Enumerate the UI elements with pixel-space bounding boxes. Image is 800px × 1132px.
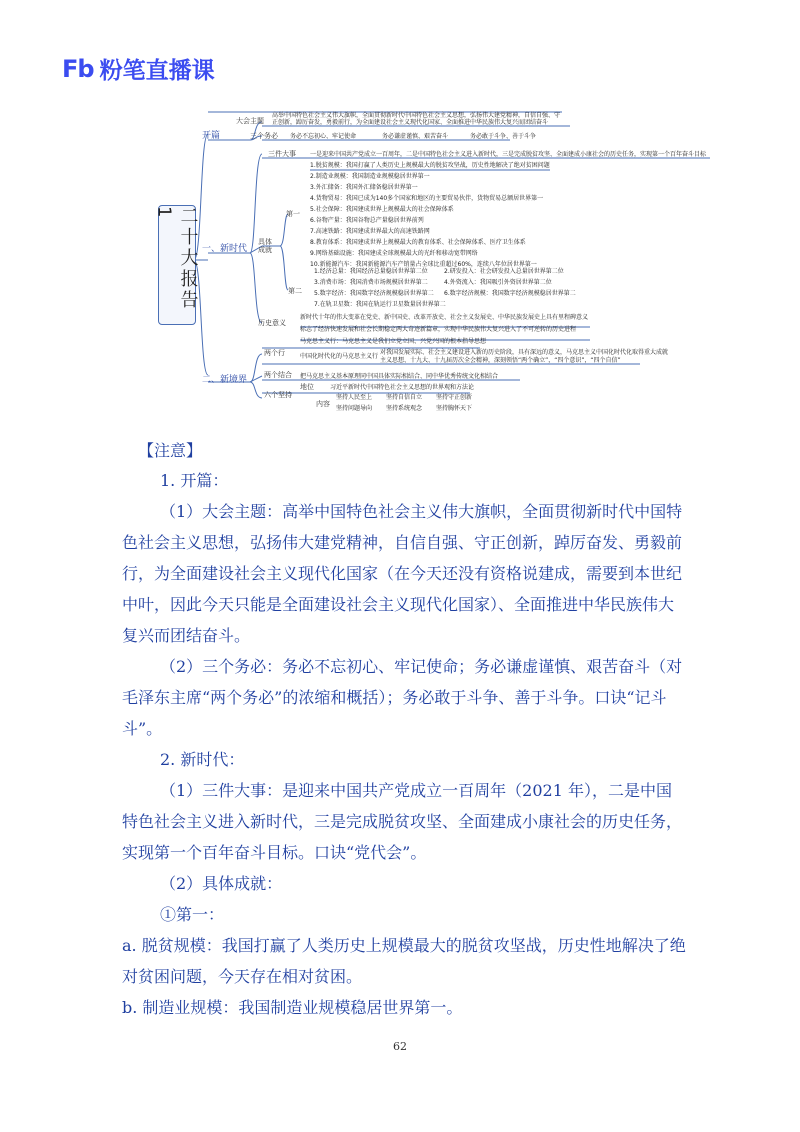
theme-text-1: 高举中国特色社会主义伟大旗帜，全面贯彻新时代中国特色社会主义思想，弘扬伟大建党精神，自信自强、守 (272, 112, 561, 119)
first-item-9: 9.网络基础设施：我国建成全球规模最大的光纤和移动宽带网络 (310, 250, 478, 257)
mind-map (150, 110, 710, 422)
history-2: 标志了经济快速发展和社会长期稳定两大奇迹新篇章，实现中华民族伟大复兴进入了不可逆转的历史进程 (300, 326, 577, 333)
six-item-3: 坚持守正创新 (436, 394, 473, 401)
wubi-2: 务必谦虚谨慎、艰苦奋斗 (382, 133, 449, 140)
first-label: 第一 (286, 210, 300, 218)
two-line-2b: 对我国发展实际、社会主义建设进入新的历史阶段，具有深远的意义，马克思主义中国化时代化取得重大成就 (380, 349, 669, 356)
notes-body (122, 465, 687, 1023)
first-item-7: 7.高速铁路：我国建成世界最大的高速铁路网 (310, 228, 430, 235)
note-p1: 1. 开篇： (160, 471, 229, 490)
first-item-6: 6.谷物产量：我国谷物总产量稳居世界前列 (310, 217, 424, 224)
six-status-text: 习近平新时代中国特色社会主义思想的世界观和方法论 (330, 384, 475, 391)
notes-heading: 【注意】 (138, 441, 203, 460)
six-item-6: 坚持胸怀天下 (436, 405, 473, 412)
wubi-3: 务必敢于斗争、善于斗争 (470, 133, 537, 140)
brand-logo (62, 52, 215, 85)
second-item-7: 7.在轨卫星数：我国在轨运行卫星数量居世界第二 (314, 301, 446, 308)
history-label: 历史意义 (258, 319, 286, 327)
logo-mark: Fb (62, 54, 94, 83)
three-events-text: 一是迎来中国共产党成立一百周年，二是中国特色社会主义进入新时代，三是完成脱贫攻坚、全面建成小康社会的历史任务，实现第一个百年奋斗目标 (310, 151, 707, 158)
history-1: 新时代十年的伟大变革在党史、新中国史、改革开放史、社会主义发展史、中华民族发展史上具有里程碑意义 (300, 314, 589, 321)
six-content-label: 内容 (316, 400, 330, 408)
note-p9: b. 制造业规模：我国制造业规模稳居世界第一。 (122, 998, 463, 1017)
branch-xinshidai: 一、新时代 (202, 244, 248, 254)
first-item-10: 10.新能源汽车：我国新能源汽车产销量占全球比重超过60%，连续八年位居世界第一 (310, 261, 537, 268)
second-item-4: 4.外资流入：我国吸引外资居世界第二位 (444, 279, 552, 286)
logo-text: 粉笔直播课 (99, 58, 215, 84)
note-p3: （2）三个务必：务必不忘初心、牢记使命；务必谦虚谨慎、艰苦奋斗（对毛泽东主席“两个务必”的浓缩和概括）；务必敢于斗争、善于斗争。口诀“记斗斗”。 (122, 657, 683, 738)
second-item-6: 6.数字经济规模：我国数字经济规模稳居世界第二 (444, 290, 576, 297)
note-p2: （1）大会主题：高举中国特色社会主义伟大旗帜，全面贯彻新时代中国特色社会主义思想，弘扬伟大建党精神，自信自强、守正创新，踔厉奋发、勇毅前行，为全面建设社会主义现代化国家（在今天还没有资格说建成，需要到本世纪中叶，因此今天只能是全面建设社会主义现代化国家）、全面推进中华民族伟大复兴而团结奋斗。 (122, 502, 683, 645)
six-label: 六个坚持 (264, 391, 292, 399)
first-item-1: 1.脱贫规模：我国打赢了人类历史上规模最大的脱贫攻坚战，历史性地解决了绝对贫困问题 (310, 162, 550, 169)
first-item-4: 4.货物贸易：我国已成为140多个国家和地区的主要贸易伙伴，货物贸易总额居世界第一 (310, 195, 544, 202)
two-label: 两个行 (264, 349, 285, 357)
note-p5: （1）三件大事：是迎来中国共产党成立一百周年（2021 年），二是中国特色社会主义进入新时代，三是完成脱贫攻坚、全面建成小康社会的历史任务，实现第一个百年奋斗目标。口诀“党代会”。 (122, 781, 683, 862)
wubi-1: 务必不忘初心、牢记使命 (290, 133, 357, 140)
theme-text-2: 正创新，踔厉奋发，勇毅前行，为全面建设社会主义现代化国家、全面推进中华民族伟大复兴而团结奋斗 (272, 119, 549, 126)
first-item-5: 5.社会保障：我国建成世界上规模最大的社会保障体系 (310, 206, 454, 213)
mind-map-root: 二十大报告1 (158, 205, 196, 325)
six-item-1: 坚持人民至上 (336, 394, 373, 401)
second-item-1: 1.经济总量：我国经济总量稳居世界第二位 (314, 268, 428, 275)
second-item-3: 3.消费市场：我国消费市场规模居世界第二 (314, 279, 428, 286)
combine-text: 把马克思主义基本原理同中国具体实际相结合、同中华优秀传统文化相结合 (300, 373, 499, 380)
wubi-label: 三个务必 (250, 132, 278, 140)
two-line-2c: 主义思想、十九大、十九届历次全会精神，深刻领悟“两个确立”，“四个意识”，“四个自信” (380, 357, 621, 364)
combine-label: 两个结合 (264, 371, 292, 379)
note-p8: a. 脱贫规模：我国打赢了人类历史上规模最大的脱贫攻坚战，历史性地解决了绝对贫困问题，今天存在相对贫困。 (122, 936, 686, 986)
first-item-8: 8.教育体系：我国建成世界上规模最大的教育体系、社会保障体系、医疗卫生体系 (310, 239, 526, 246)
branch-xinjingjie: 二、新境界 (202, 375, 248, 385)
branch-kaipian: 开篇 (202, 131, 221, 141)
second-label: 第二 (288, 287, 302, 295)
first-item-3: 3.外汇储备：我国外汇储备稳居世界第一 (310, 184, 418, 191)
note-p4: 2. 新时代： (160, 750, 245, 769)
second-item-2: 2.研发投入：社会研发投入总量居世界第二位 (444, 268, 564, 275)
three-events-label: 三件大事 (268, 150, 296, 158)
second-item-5: 5.数字经济：我国数字经济规模稳居世界第二 (314, 290, 434, 297)
six-status-label: 地位 (300, 383, 314, 391)
six-item-2: 坚持自信自立 (386, 394, 423, 401)
theme-label: 大会主题 (236, 117, 264, 125)
first-item-2: 2.制造业规模：我国制造业规模稳居世界第一 (310, 173, 430, 180)
two-line-1: 马克思主义行：马克思主义是我们立党立国、兴党兴国的根本指导思想 (300, 338, 487, 345)
six-item-4: 坚持问题导向 (336, 405, 373, 412)
two-line-2a: 中国化时代化的马克思主义行 (300, 353, 379, 360)
page-number: 62 (393, 1040, 407, 1053)
six-item-5: 坚持系统观念 (386, 405, 423, 412)
note-p7: ①第一： (160, 905, 225, 924)
note-p6: （2）具体成就： (160, 874, 283, 893)
achievements-label: 具体成就 (258, 238, 272, 254)
